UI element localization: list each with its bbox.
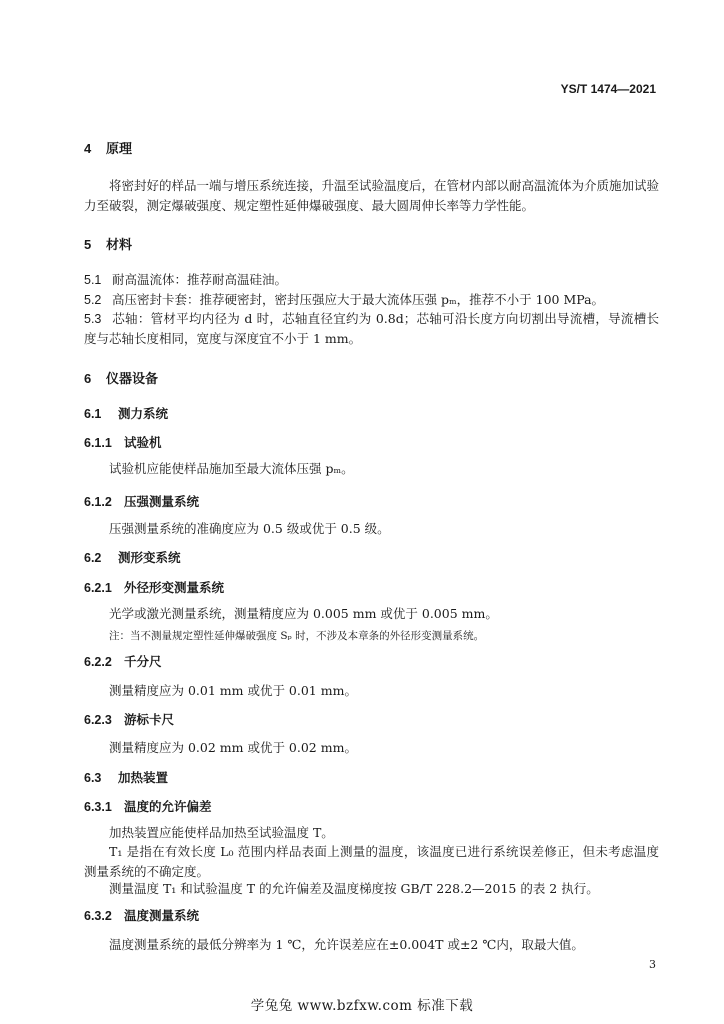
section-number: 5 <box>84 237 92 252</box>
section-number: 6.2.2 <box>84 655 112 669</box>
item-text: 芯轴：管材平均内径为 d 时，芯轴直径宜约为 0.8d；芯轴可沿长度方向切割出导流槽，导流槽长度与芯轴长度相同，宽度与深度宜不小于 1 mm。 <box>84 311 659 346</box>
section-4-body: 将密封好的样品一端与增压系统连接，升温至试验温度后，在管材内部以耐高温流体为介质施加试验力至破裂，测定爆破强度、规定塑性延伸爆破强度、最大圆周伸长率等力学性能。 <box>84 178 660 213</box>
section-title: 外径形变测量系统 <box>124 581 225 595</box>
section-heading-6-2-3 <box>84 710 174 728</box>
standard-number: YS/T 1474—2021 <box>560 82 656 96</box>
section-6-1-1-body: 试验机应能使样品施加至最大流体压强 pₘ。 <box>109 461 354 476</box>
section-number: 6.3.2 <box>84 909 112 923</box>
item-text: 高压密封卡套：推荐硬密封，密封压强应大于最大流体压强 pₘ，推荐不小于 100 MPa。 <box>112 292 605 307</box>
section-6-3-1-para-2: T₁ 是指在有效长度 L₀ 范围内样品表面上测量的温度，该温度已进行系统误差修正，但未考虑温度测量系统的不确定度。 <box>84 844 659 879</box>
section-heading-6-1 <box>84 404 168 422</box>
list-item-5-2 <box>84 290 604 308</box>
section-title: 仪器设备 <box>106 371 159 386</box>
section-heading-5 <box>84 234 132 253</box>
section-number: 6.3.1 <box>84 800 112 814</box>
section-number: 6.2.3 <box>84 713 112 727</box>
section-heading-6-1-1 <box>84 433 162 451</box>
section-heading-6-3-1 <box>84 797 212 815</box>
section-title: 测形变系统 <box>118 551 181 565</box>
section-title: 试验机 <box>124 436 162 450</box>
section-title: 游标卡尺 <box>124 713 175 727</box>
section-number: 6.1.2 <box>84 495 112 509</box>
section-number: 6.1 <box>84 407 102 421</box>
section-title: 温度测量系统 <box>124 909 200 923</box>
section-6-3-2-body: 温度测量系统的最低分辨率为 1 ℃，允许误差应在±0.004T 或±2 ℃内，取最大值。 <box>109 937 584 952</box>
section-6-3-1-para-1: 加热装置应能使样品加热至试验温度 T。 <box>109 825 334 840</box>
section-heading-6-2 <box>84 548 181 566</box>
item-number: 5.1 <box>84 273 102 287</box>
footer-watermark: 学兔兔 www.bzfxw.com 标准下载 <box>250 998 474 1014</box>
section-heading-6-3 <box>84 768 168 786</box>
list-item-5-1 <box>84 270 287 288</box>
page-number: 3 <box>649 958 656 971</box>
section-title: 原理 <box>106 141 133 156</box>
section-number: 6 <box>84 371 92 386</box>
list-item-5-3 <box>84 309 659 349</box>
section-6-2-2-body: 测量精度应为 0.01 mm 或优于 0.01 mm。 <box>109 683 357 698</box>
section-number: 6.2 <box>84 551 102 565</box>
section-heading-6-3-2 <box>84 906 199 924</box>
section-title: 材料 <box>106 237 133 252</box>
section-6-3-1-para-3: 测量温度 T₁ 和试验温度 T 的允许偏差及温度梯度按 GB/T 228.2—2015 的表 2 执行。 <box>109 881 599 896</box>
section-6-1-2-body: 压强测量系统的准确度应为 0.5 级或优于 0.5 级。 <box>109 521 390 536</box>
section-heading-6-1-2 <box>84 492 199 510</box>
section-heading-6-2-2 <box>84 652 162 670</box>
item-text: 耐高温流体：推荐耐高温硅油。 <box>112 272 288 287</box>
section-number: 6.3 <box>84 771 102 785</box>
section-number: 6.1.1 <box>84 436 112 450</box>
section-number: 6.2.1 <box>84 581 112 595</box>
section-heading-4 <box>84 138 132 157</box>
section-title: 压强测量系统 <box>124 495 200 509</box>
section-heading-6 <box>84 368 158 387</box>
section-6-2-3-body: 测量精度应为 0.02 mm 或优于 0.02 mm。 <box>109 740 357 755</box>
section-title: 温度的允许偏差 <box>124 800 212 814</box>
section-title: 千分尺 <box>124 655 162 669</box>
section-heading-6-2-1 <box>84 578 224 596</box>
section-title: 加热装置 <box>118 771 169 785</box>
item-number: 5.2 <box>84 293 102 307</box>
section-6-2-1-body: 光学或激光测量系统，测量精度应为 0.005 mm 或优于 0.005 mm。 <box>109 606 498 621</box>
section-title: 测力系统 <box>118 407 169 421</box>
note: 注：当不测量规定塑性延伸爆破强度 Sₚ 时，不涉及本章条的外径形变测量系统。 <box>109 630 485 642</box>
item-number: 5.3 <box>84 312 102 326</box>
section-number: 4 <box>84 141 92 156</box>
